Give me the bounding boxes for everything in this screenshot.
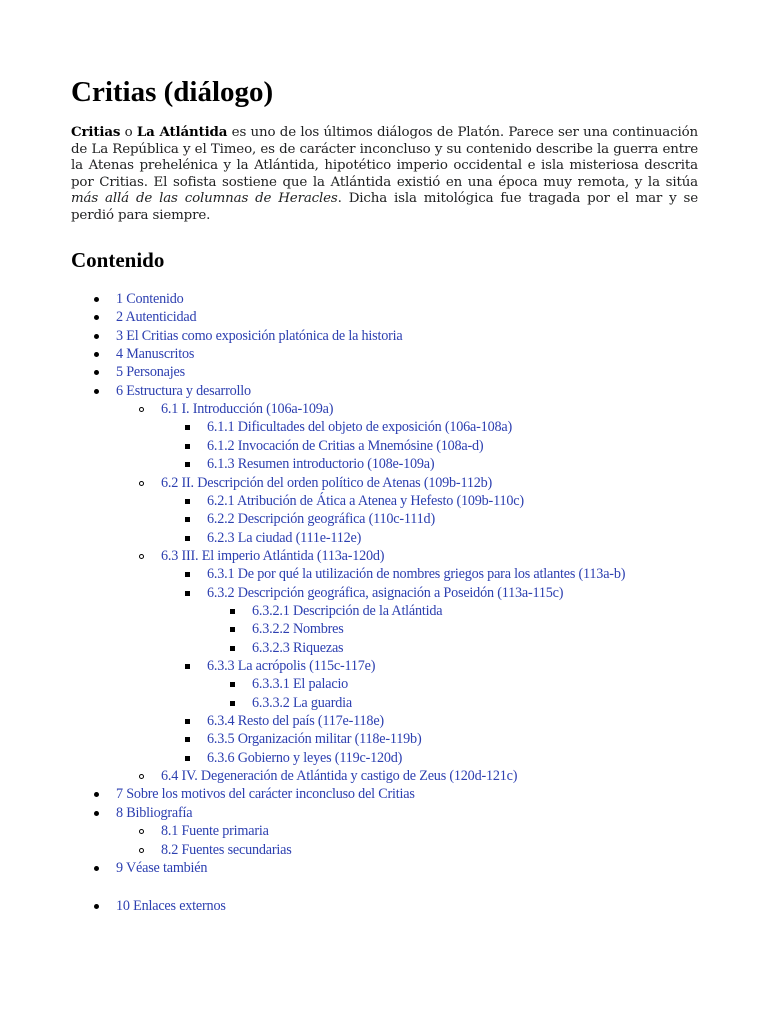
toc-link[interactable]: 4 Manuscritos: [116, 346, 195, 363]
intro-term-critias: Critias: [71, 124, 121, 140]
toc-item: [71, 455, 698, 473]
toc-item: [71, 529, 698, 547]
toc-item: [71, 308, 698, 326]
intro-conjunction: o: [120, 125, 137, 140]
square-bullet-icon: [185, 517, 190, 522]
toc-item: [71, 639, 698, 657]
disc-bullet-icon: [94, 334, 99, 339]
toc-link[interactable]: 6.3.3.1 El palacio: [252, 676, 349, 693]
toc-link[interactable]: 6.1.1 Dificultades del objeto de exposición (106a-108a): [207, 419, 512, 436]
toc-link[interactable]: 6.3.5 Organización militar (118e-119b): [207, 731, 422, 748]
toc-item: [71, 547, 698, 565]
toc-link[interactable]: 6.2.1 Atribución de Ática a Atenea y Hefesto (109b-110c): [207, 492, 524, 509]
disc-bullet-icon: [94, 370, 99, 375]
toc-link[interactable]: 6.2.2 Descripción geográfica (110c-111d): [207, 511, 435, 528]
intro-text-1: es uno de los últimos diálogos de Platón. Parece ser una continuación de La República y el Timeo, es de carácter inconcluso y su contenido describe la guerra entre la Atenas prehelénica y la Atlántida, hipotético imperio occidental e isla misteriosa descrita por Critias. El sofista sostiene que la Atlántida existió en una época muy remota, y la sitúa: [71, 125, 698, 190]
toc-link[interactable]: 3 El Critias como exposición platónica de la historia: [116, 327, 403, 344]
toc-link[interactable]: 1 Contenido: [116, 291, 184, 307]
toc-item: [71, 418, 698, 436]
circle-bullet-icon: [139, 774, 144, 779]
circle-bullet-icon: [139, 829, 144, 834]
square-bullet-icon: [185, 572, 190, 577]
square-bullet-icon: [185, 756, 190, 761]
toc-item: [71, 620, 698, 638]
toc-link[interactable]: 6.3 III. El imperio Atlántida (113a-120d): [161, 547, 385, 564]
toc-heading: Contenido: [71, 248, 165, 272]
toc-item: [71, 897, 698, 915]
toc-link[interactable]: 10 Enlaces externos: [116, 898, 226, 915]
toc-item: [71, 382, 698, 400]
toc-item: [71, 290, 698, 308]
toc-link[interactable]: 6.4 IV. Degeneración de Atlántida y castigo de Zeus (120d-121c): [161, 768, 518, 785]
disc-bullet-icon: [94, 866, 99, 871]
toc-item: [71, 804, 698, 822]
intro-text-2: . Dicha isla mitológica fue tragada por el mar y se perdió para siempre.: [71, 191, 698, 223]
toc-item: [71, 492, 698, 510]
square-bullet-icon: [185, 425, 190, 430]
toc-link[interactable]: 6.2 II. Descripción del orden político de Atenas (109b-112b): [161, 474, 493, 491]
intro-paragraph: [71, 124, 698, 225]
toc-link[interactable]: 7 Sobre los motivos del carácter inconcluso del Critias: [116, 786, 415, 803]
toc-item: [71, 510, 698, 528]
disc-bullet-icon: [94, 297, 99, 302]
page-title: Critias (diálogo): [71, 76, 274, 108]
disc-bullet-icon: [94, 792, 99, 797]
toc-item: [71, 694, 698, 712]
square-bullet-icon: [185, 536, 190, 541]
toc-link[interactable]: 8.2 Fuentes secundarias: [161, 841, 292, 858]
toc-item: [71, 859, 698, 877]
disc-bullet-icon: [94, 315, 99, 320]
toc-item: [71, 712, 698, 730]
toc-link[interactable]: 6.3.2.2 Nombres: [252, 621, 344, 638]
toc-link[interactable]: 6.1.3 Resumen introductorio (108e-109a): [207, 456, 435, 473]
toc-link[interactable]: 6.3.2.3 Riquezas: [252, 639, 344, 656]
square-bullet-icon: [185, 444, 190, 449]
toc-link[interactable]: 6.1 I. Introducción (106a-109a): [161, 401, 334, 418]
toc-item: [71, 400, 698, 418]
toc-item: [71, 785, 698, 803]
toc-link[interactable]: 6.3.3.2 La guardia: [252, 694, 353, 711]
intro-term-atlantida: La Atlántida: [136, 124, 228, 140]
toc-link[interactable]: 8.1 Fuente primaria: [161, 823, 269, 840]
toc-item: [71, 437, 698, 455]
disc-bullet-icon: [94, 811, 99, 816]
circle-bullet-icon: [139, 481, 144, 486]
intro-emphasis: más allá de las columnas de Heracles: [71, 191, 338, 207]
toc-item: [71, 730, 698, 748]
disc-bullet-icon: [94, 904, 99, 909]
toc-link[interactable]: 9 Véase también: [116, 859, 208, 876]
toc-link[interactable]: 6.2.3 La ciudad (111e-112e): [207, 529, 362, 546]
toc-item: [71, 822, 698, 840]
square-bullet-icon: [185, 737, 190, 742]
toc-link[interactable]: 6.3.2.1 Descripción de la Atlántida: [252, 602, 443, 619]
toc-item: [71, 565, 698, 583]
toc-item: [71, 749, 698, 767]
disc-bullet-icon: [94, 352, 99, 357]
toc-link[interactable]: 5 Personajes: [116, 364, 185, 381]
toc-link[interactable]: 6.3.6 Gobierno y leyes (119c-120d): [207, 749, 403, 766]
disc-bullet-icon: [94, 389, 99, 394]
toc-link[interactable]: 2 Autenticidad: [116, 309, 197, 326]
square-bullet-icon: [185, 499, 190, 504]
toc-item: [71, 841, 698, 859]
toc-item: [71, 345, 698, 363]
toc-link[interactable]: 6.1.2 Invocación de Critias a Mnemósine (108a-d): [207, 437, 484, 454]
toc-item: [71, 675, 698, 693]
square-bullet-icon: [185, 591, 190, 596]
square-bullet-icon: [230, 627, 235, 632]
toc-item: [71, 327, 698, 345]
square-bullet-icon: [230, 609, 235, 614]
circle-bullet-icon: [139, 407, 144, 412]
toc-link[interactable]: 8 Bibliografía: [116, 804, 193, 821]
toc-link[interactable]: 6.3.1 De por qué la utilización de nombres griegos para los atlantes (113a-b): [207, 566, 626, 583]
toc-item: [71, 363, 698, 381]
toc-item: [71, 474, 698, 492]
toc-link[interactable]: 6 Estructura y desarrollo: [116, 382, 251, 399]
square-bullet-icon: [185, 462, 190, 467]
toc-item: [71, 767, 698, 785]
toc-item: [71, 657, 698, 675]
toc-link[interactable]: 6.3.3 La acrópolis (115c-117e): [207, 658, 376, 674]
toc-item: [71, 602, 698, 620]
toc-link[interactable]: 6.3.2 Descripción geográfica, asignación a Poseidón (113a-115c): [207, 584, 564, 601]
square-bullet-icon: [230, 646, 235, 651]
circle-bullet-icon: [139, 554, 144, 559]
square-bullet-icon: [230, 682, 235, 687]
circle-bullet-icon: [139, 848, 144, 853]
square-bullet-icon: [230, 701, 235, 706]
toc-item: [71, 584, 698, 602]
square-bullet-icon: [185, 719, 190, 724]
square-bullet-icon: [185, 664, 190, 669]
toc-link[interactable]: 6.3.4 Resto del país (117e-118e): [207, 713, 384, 730]
